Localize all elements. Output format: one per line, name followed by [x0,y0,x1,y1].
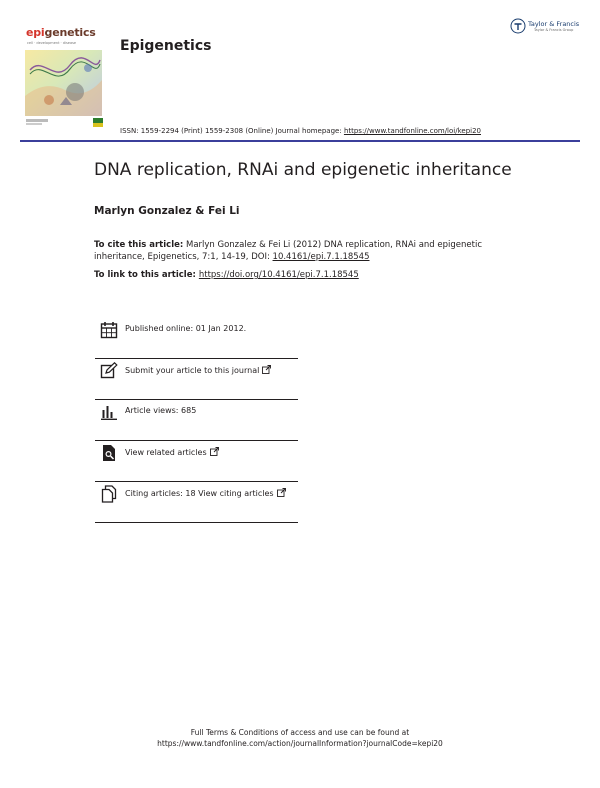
edit-icon [100,362,118,380]
issn-text: ISSN: 1559-2294 (Print) 1559-2308 (Online) Journal homepage: [120,127,344,135]
article-authors: Marlyn Gonzalez & Fei Li [94,205,240,217]
submit-article-link[interactable]: Submit your article to this journal [125,365,271,375]
cover-artwork [25,50,102,116]
cover-footer-bar-2 [26,123,42,125]
publisher-tagline: Taylor & Francis Group [534,28,574,32]
header-divider [20,140,580,142]
link-label: To link to this article: [94,270,199,280]
publisher-logo[interactable] [510,14,580,40]
publisher-logo-icon [510,18,526,34]
citation-text-2: inheritance, Epigenetics, 7:1, 14-19, DOI: [94,252,273,262]
calendar-icon [100,321,118,339]
article-views-text: Article views: 685 [125,406,197,415]
terms-url[interactable]: https://www.tandfonline.com/action/journalInformation?journalCode=kepi20 [157,739,443,748]
citation-text-1: Marlyn Gonzalez & Fei Li (2012) DNA replication, RNAi and epigenetic [183,240,482,250]
publisher-name: Taylor & Francis [528,20,580,28]
doi-link[interactable]: 10.4161/epi.7.1.18545 [272,252,370,262]
journal-cover-image [24,20,104,126]
published-online-text: Published online: 01 Jan 2012. [125,324,247,333]
submit-article-item[interactable] [95,359,298,400]
terms-footer [100,727,500,749]
article-views-item [95,400,298,441]
article-doi-url[interactable]: https://doi.org/10.4161/epi.7.1.18545 [198,270,359,280]
article-title: DNA replication, RNAi and epigenetic inheritance [94,160,512,180]
issn-line [120,127,481,135]
terms-text: Full Terms & Conditions of access and use can be found at [190,728,410,737]
cover-subtitle: cell · development · disease [27,41,77,45]
citing-articles-link[interactable]: Citing articles: 18 View citing articles [125,488,286,498]
citing-articles-item[interactable] [95,482,298,523]
journal-homepage-link[interactable]: https://www.tandfonline.com/loi/kepi20 [343,127,481,135]
citation-block [94,239,524,263]
citation-label: To cite this article: [94,240,184,250]
cover-title: epigenetics [26,26,96,39]
crossmark-icon [93,118,103,127]
article-link-line [94,270,359,280]
article-meta-list [95,318,298,523]
related-articles-link[interactable]: View related articles [125,447,219,457]
document-search-icon [100,444,118,462]
citing-documents-icon [100,485,118,503]
journal-name[interactable]: Epigenetics [120,38,212,54]
cover-footer-bar [26,119,48,122]
external-link-icon [277,488,286,497]
related-articles-item[interactable] [95,441,298,482]
published-online-item [95,318,298,359]
external-link-icon [210,447,219,456]
bar-chart-icon [100,403,118,421]
external-link-icon [262,365,271,374]
